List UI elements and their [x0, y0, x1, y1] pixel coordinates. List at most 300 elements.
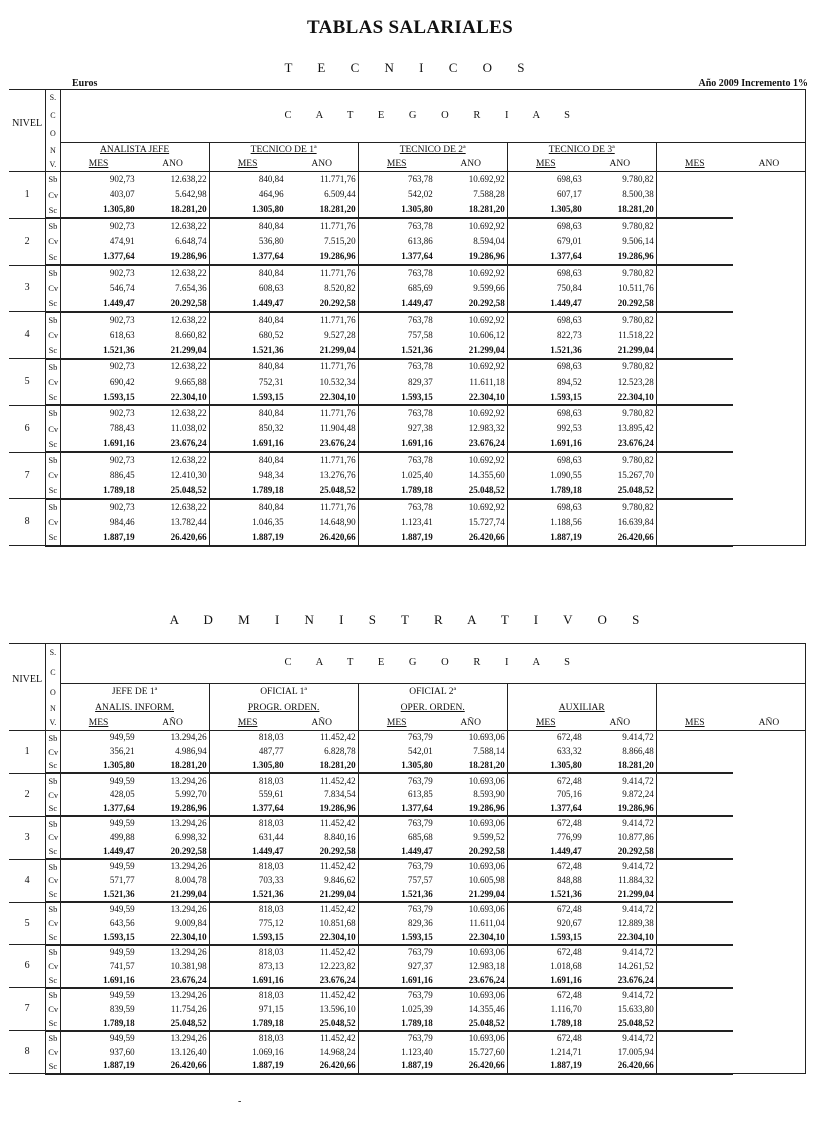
empty-cell	[656, 1016, 733, 1030]
row-code: Cv	[46, 281, 60, 297]
table-row	[9, 1045, 806, 1059]
table-row	[9, 773, 806, 787]
salary-value: 12.638,22	[170, 361, 207, 372]
salary-value: 12.523,28	[617, 376, 654, 387]
salary-value: 20.292,58	[137, 296, 209, 312]
salary-value: 1.069,16	[209, 1045, 286, 1059]
row-code: Sc	[46, 845, 60, 859]
salary-value: 672,48	[507, 902, 584, 916]
salary-value: 19.286,96	[584, 249, 656, 265]
salary-value: 1.305,80	[358, 759, 435, 773]
salary-value: 1.116,70	[507, 1002, 584, 1016]
column-header: AÑO	[137, 717, 209, 731]
column-header	[358, 717, 435, 731]
category-name-line1	[507, 684, 656, 702]
salary-value: 698,63	[507, 265, 584, 281]
empty-cell	[656, 1045, 733, 1059]
salary-value: 763,78	[358, 499, 435, 515]
salary-value: 1.377,64	[507, 802, 584, 816]
salary-value: 6.998,32	[175, 832, 207, 843]
empty-cell	[733, 1016, 806, 1030]
table-row	[9, 1002, 806, 1016]
salary-value: 12.638,22	[170, 174, 207, 185]
salary-value: 1.887,19	[60, 530, 137, 546]
salary-value: 23.676,24	[435, 437, 507, 453]
code-letter: V.	[46, 159, 60, 172]
salary-value: 685,69	[358, 281, 435, 297]
salary-value: 571,77	[60, 873, 137, 887]
salary-value: 25.048,52	[286, 1016, 358, 1030]
salary-value: 1.593,15	[507, 931, 584, 945]
salary-value: 763,79	[358, 816, 435, 830]
empty-cell	[656, 343, 733, 359]
empty-cell	[733, 959, 806, 973]
salary-value: 1.305,80	[507, 759, 584, 773]
salary-value: 9.414,72	[622, 732, 654, 743]
category-name-label: TECNICO DE 3ª	[548, 145, 615, 155]
salary-value: 18.281,20	[137, 203, 209, 219]
salary-value: 10.693,06	[468, 947, 505, 958]
salary-value: 21.299,04	[435, 343, 507, 359]
salary-value: 613,86	[358, 234, 435, 250]
salary-value: 10.693,06	[468, 732, 505, 743]
empty-cell	[733, 437, 806, 453]
column-header-text: MES	[237, 159, 258, 169]
salary-value: 19.286,96	[435, 249, 507, 265]
salary-value: 9.414,72	[622, 775, 654, 786]
salary-value: 840,84	[209, 499, 286, 515]
nivel-number: 4	[9, 312, 46, 359]
salary-value: 499,88	[60, 831, 137, 845]
table-row	[9, 499, 806, 515]
salary-value: 9.527,28	[324, 329, 356, 340]
column-header-text: MES	[535, 717, 556, 728]
salary-value: 21.299,04	[584, 888, 656, 902]
salary-value: 672,48	[507, 731, 584, 745]
empty-cell	[733, 405, 806, 421]
salary-value: 8.520,82	[324, 282, 356, 293]
salary-value: 672,48	[507, 1031, 584, 1045]
salary-value: 22.304,10	[584, 390, 656, 406]
empty-cell	[656, 421, 733, 437]
salary-value: 19.286,96	[584, 802, 656, 816]
salary-value: 8.593,90	[473, 789, 505, 800]
salary-value: 14.968,24	[319, 1046, 356, 1057]
table-row	[9, 172, 806, 188]
row-code: Sc	[46, 931, 60, 945]
salary-value: 26.420,66	[584, 530, 656, 546]
empty-cell	[733, 390, 806, 406]
empty-cell	[656, 172, 733, 188]
empty-cell	[733, 296, 806, 312]
row-code: Sb	[46, 902, 60, 916]
salary-value: 1.090,55	[507, 468, 584, 484]
empty-cell	[733, 483, 806, 499]
salary-value: 902,73	[60, 499, 137, 515]
salary-value: 18.281,20	[286, 203, 358, 219]
salary-value: 11.038,02	[170, 423, 207, 434]
empty-cell	[733, 788, 806, 802]
empty-cell	[733, 916, 806, 930]
empty-cell	[733, 452, 806, 468]
salary-value: 1.305,80	[507, 203, 584, 219]
empty-cell	[733, 374, 806, 390]
category-name-line1: OFICIAL 2ª	[358, 684, 507, 702]
salary-value: 20.292,58	[584, 845, 656, 859]
salary-value: 679,01	[507, 234, 584, 250]
empty-cell	[733, 265, 806, 281]
empty-cell	[733, 421, 806, 437]
salary-value: 1.691,16	[209, 974, 286, 988]
row-code: Sc	[46, 974, 60, 988]
table-row	[9, 945, 806, 959]
salary-value: 14.648,90	[319, 516, 356, 527]
salary-value: 13.276,76	[319, 470, 356, 481]
empty-cell	[733, 745, 806, 759]
salary-value: 818,03	[209, 731, 286, 745]
empty-cell	[733, 873, 806, 887]
row-code: Sb	[46, 452, 60, 468]
salary-value: 23.676,24	[584, 974, 656, 988]
row-code: Sb	[46, 312, 60, 328]
salary-value: 1.789,18	[60, 483, 137, 499]
salary-value: 698,63	[507, 405, 584, 421]
salary-value: 1.887,19	[507, 530, 584, 546]
empty-cell	[656, 802, 733, 816]
salary-value: 949,59	[60, 902, 137, 916]
salary-value: 22.304,10	[584, 931, 656, 945]
row-code: Sb	[46, 218, 60, 234]
salary-value: 698,63	[507, 359, 584, 375]
salary-value: 840,84	[209, 218, 286, 234]
empty-cell	[733, 249, 806, 265]
salary-value: 20.292,58	[435, 845, 507, 859]
salary-value: 829,36	[358, 916, 435, 930]
row-code: Sc	[46, 343, 60, 359]
section-title-administrativos: A D M I N I S T R A T I V O S	[169, 612, 651, 627]
nivel-number: 7	[9, 988, 46, 1031]
column-header-text: MES	[535, 159, 556, 169]
table-row	[9, 265, 806, 281]
table-row	[9, 468, 806, 484]
salary-value: 10.693,06	[468, 904, 505, 915]
column-header: AÑO	[733, 717, 806, 731]
empty-cell	[733, 831, 806, 845]
salary-value: 840,84	[209, 452, 286, 468]
salary-value: 1.887,19	[209, 1059, 286, 1073]
footer-mark: -	[238, 1096, 242, 1107]
salary-value: 11.771,76	[319, 408, 356, 419]
salary-value: 8.660,82	[175, 329, 207, 340]
empty-cell	[733, 312, 806, 328]
salary-value: 10.692,92	[468, 408, 505, 419]
salary-value: 698,63	[507, 172, 584, 188]
empty-cell	[656, 1031, 733, 1045]
empty-cell	[656, 374, 733, 390]
table-row	[9, 831, 806, 845]
code-letter: O	[46, 684, 60, 702]
empty-cell	[733, 1045, 806, 1059]
currency-label: Euros	[72, 78, 98, 89]
salary-value: 13.596,10	[319, 1003, 356, 1014]
salary-value: 672,48	[507, 773, 584, 787]
salary-value: 10.693,06	[468, 861, 505, 872]
salary-value: 1.593,15	[209, 390, 286, 406]
row-code: Cv	[46, 374, 60, 390]
table-row	[9, 988, 806, 1002]
salary-value: 685,68	[358, 831, 435, 845]
empty-cell	[656, 816, 733, 830]
salary-value: 22.304,10	[435, 390, 507, 406]
table-row	[9, 745, 806, 759]
salary-value: 1.521,36	[358, 343, 435, 359]
salary-value: 25.048,52	[435, 1016, 507, 1030]
salary-value: 26.420,66	[137, 1059, 209, 1073]
salary-value: 818,03	[209, 902, 286, 916]
empty-cell	[656, 773, 733, 787]
empty-cell	[656, 916, 733, 930]
table-row	[9, 845, 806, 859]
salary-value: 1.789,18	[358, 483, 435, 499]
table-row	[9, 859, 806, 873]
row-code: Cv	[46, 959, 60, 973]
table-row	[9, 731, 806, 745]
nivel-number: 3	[9, 265, 46, 312]
salary-value: 11.884,32	[618, 875, 654, 886]
table-row	[9, 452, 806, 468]
salary-value: 1.377,64	[60, 249, 137, 265]
salary-value: 1.789,18	[358, 1016, 435, 1030]
salary-value: 26.420,66	[435, 530, 507, 546]
salary-value: 11.771,76	[319, 174, 356, 185]
empty-cell	[733, 945, 806, 959]
salary-value: 9.780,82	[622, 267, 654, 278]
salary-value: 949,59	[60, 773, 137, 787]
row-code: Cv	[46, 745, 60, 759]
empty-cell	[733, 902, 806, 916]
salary-value: 559,61	[209, 788, 286, 802]
salary-value: 1.188,56	[507, 515, 584, 531]
salary-value: 536,80	[209, 234, 286, 250]
salary-value: 698,63	[507, 218, 584, 234]
salary-value: 13.294,26	[170, 1032, 207, 1043]
salary-value: 1.789,18	[209, 1016, 286, 1030]
row-code: Sb	[46, 405, 60, 421]
salary-value: 19.286,96	[286, 249, 358, 265]
empty-cell	[656, 468, 733, 484]
table-row	[9, 296, 806, 312]
salary-value: 818,03	[209, 988, 286, 1002]
category-name	[358, 143, 507, 159]
salary-value: 13.294,26	[170, 775, 207, 786]
salary-value: 1.449,47	[209, 845, 286, 859]
row-code: Cv	[46, 1002, 60, 1016]
empty-cell	[656, 312, 733, 328]
salary-value: 21.299,04	[286, 888, 358, 902]
salary-value: 937,60	[60, 1045, 137, 1059]
salary-value: 763,78	[358, 405, 435, 421]
salary-value: 1.377,64	[209, 802, 286, 816]
salary-value: 1.691,16	[358, 974, 435, 988]
salary-value: 949,59	[60, 816, 137, 830]
salary-value: 9.665,88	[175, 376, 207, 387]
salary-value: 705,16	[507, 788, 584, 802]
empty-cell	[656, 437, 733, 453]
salary-value: 1.449,47	[209, 296, 286, 312]
category-name-label: ANALISTA JEFE	[99, 145, 170, 155]
table-row	[9, 249, 806, 265]
empty-cell	[733, 931, 806, 945]
salary-value: 1.521,36	[60, 343, 137, 359]
salary-value: 26.420,66	[435, 1059, 507, 1073]
empty-cell	[733, 888, 806, 902]
salary-value: 1.123,41	[358, 515, 435, 531]
empty-cell	[656, 959, 733, 973]
table-row	[9, 1059, 806, 1073]
salary-value: 13.895,42	[617, 423, 654, 434]
salary-value: 757,58	[358, 327, 435, 343]
salary-value: 11.611,18	[469, 376, 505, 387]
table-row	[9, 902, 806, 916]
empty-cell	[733, 974, 806, 988]
nivel-number: 7	[9, 452, 46, 499]
category-name	[656, 143, 805, 159]
column-header	[358, 159, 435, 172]
salary-value: 894,52	[507, 374, 584, 390]
salary-value: 9.414,72	[622, 818, 654, 829]
row-code: Sb	[46, 265, 60, 281]
salary-value: 464,96	[209, 187, 286, 203]
nivel-number: 1	[9, 731, 46, 774]
salary-value: 1.305,80	[358, 203, 435, 219]
salary-value: 1.046,35	[209, 515, 286, 531]
empty-cell	[733, 499, 806, 515]
salary-value: 818,03	[209, 1031, 286, 1045]
column-header: AÑO	[584, 159, 656, 172]
row-code: Sc	[46, 390, 60, 406]
nivel-number: 2	[9, 218, 46, 265]
salary-value: 886,45	[60, 468, 137, 484]
salary-value: 23.676,24	[584, 437, 656, 453]
salary-value: 643,56	[60, 916, 137, 930]
salary-value: 1.377,64	[507, 249, 584, 265]
section-title-tecnicos: T E C N I C O S	[284, 60, 536, 75]
empty-cell	[656, 859, 733, 873]
salary-value: 775,12	[209, 916, 286, 930]
row-code: Cv	[46, 916, 60, 930]
salary-value: 23.676,24	[137, 437, 209, 453]
salary-value: 613,85	[358, 788, 435, 802]
salary-value: 15.633,80	[617, 1003, 654, 1014]
salary-value: 18.281,20	[584, 203, 656, 219]
empty-cell	[733, 859, 806, 873]
salary-value: 763,79	[358, 945, 435, 959]
salary-value: 698,63	[507, 312, 584, 328]
salary-value: 18.281,20	[286, 759, 358, 773]
salary-value: 11.771,76	[319, 454, 356, 465]
salary-value: 7.834,54	[324, 789, 356, 800]
salary-value: 763,79	[358, 1031, 435, 1045]
salary-value: 839,59	[60, 1002, 137, 1016]
salary-value: 1.305,80	[60, 759, 137, 773]
salary-value: 631,44	[209, 831, 286, 845]
empty-cell	[656, 515, 733, 531]
salary-value: 21.299,04	[286, 343, 358, 359]
row-code: Sb	[46, 499, 60, 515]
empty-cell	[656, 873, 733, 887]
salary-value: 23.676,24	[137, 974, 209, 988]
salary-value: 698,63	[507, 499, 584, 515]
table-row	[9, 759, 806, 773]
nivel-number: 3	[9, 816, 46, 859]
empty-cell	[656, 359, 733, 375]
empty-cell	[656, 296, 733, 312]
salary-value: 763,78	[358, 218, 435, 234]
empty-cell	[656, 1002, 733, 1016]
salary-value: 1.449,47	[358, 296, 435, 312]
salary-value: 22.304,10	[286, 931, 358, 945]
column-header	[60, 717, 137, 731]
salary-value: 9.599,66	[473, 282, 505, 293]
salary-value: 12.889,38	[617, 918, 654, 928]
empty-cell	[656, 187, 733, 203]
nivel-number: 2	[9, 773, 46, 816]
row-code: Sc	[46, 437, 60, 453]
row-code: Cv	[46, 421, 60, 437]
salary-value: 22.304,10	[435, 931, 507, 945]
salary-value: 1.521,36	[60, 888, 137, 902]
salary-value: 1.789,18	[507, 483, 584, 499]
salary-value: 850,32	[209, 421, 286, 437]
empty-cell	[656, 888, 733, 902]
salary-value: 1.521,36	[209, 888, 286, 902]
category-name-line1: JEFE DE 1ª	[60, 684, 209, 702]
salary-value: 902,73	[60, 218, 137, 234]
empty-cell	[733, 773, 806, 787]
salary-value: 9.414,72	[622, 989, 654, 1000]
salary-value: 9.414,72	[622, 1032, 654, 1043]
salary-value: 12.638,22	[170, 408, 207, 419]
row-code: Sc	[46, 759, 60, 773]
empty-cell	[733, 187, 806, 203]
salary-value: 10.605,98	[468, 875, 505, 886]
header-row	[9, 702, 806, 717]
salary-value: 1.593,15	[507, 390, 584, 406]
empty-cell	[733, 218, 806, 234]
category-name	[507, 143, 656, 159]
table-row	[9, 931, 806, 945]
salary-value: 672,48	[507, 945, 584, 959]
salary-value: 7.515,20	[324, 236, 356, 247]
salary-value: 10.693,06	[468, 775, 505, 786]
salary-value: 13.294,26	[170, 861, 207, 872]
salary-value: 11.754,26	[170, 1003, 207, 1014]
empty-cell	[656, 530, 733, 546]
salary-value: 840,84	[209, 265, 286, 281]
header-row	[9, 159, 806, 172]
nivel-number: 6	[9, 945, 46, 988]
salary-value: 21.299,04	[137, 888, 209, 902]
code-letter: V.	[46, 717, 60, 731]
salary-value: 22.304,10	[137, 390, 209, 406]
salary-value: 1.691,16	[507, 437, 584, 453]
salary-value: 1.521,36	[209, 343, 286, 359]
nivel-number: 8	[9, 499, 46, 546]
salary-value: 1.025,40	[358, 468, 435, 484]
salary-value: 1.789,18	[507, 1016, 584, 1030]
salary-value: 840,84	[209, 172, 286, 188]
category-name	[656, 702, 805, 717]
